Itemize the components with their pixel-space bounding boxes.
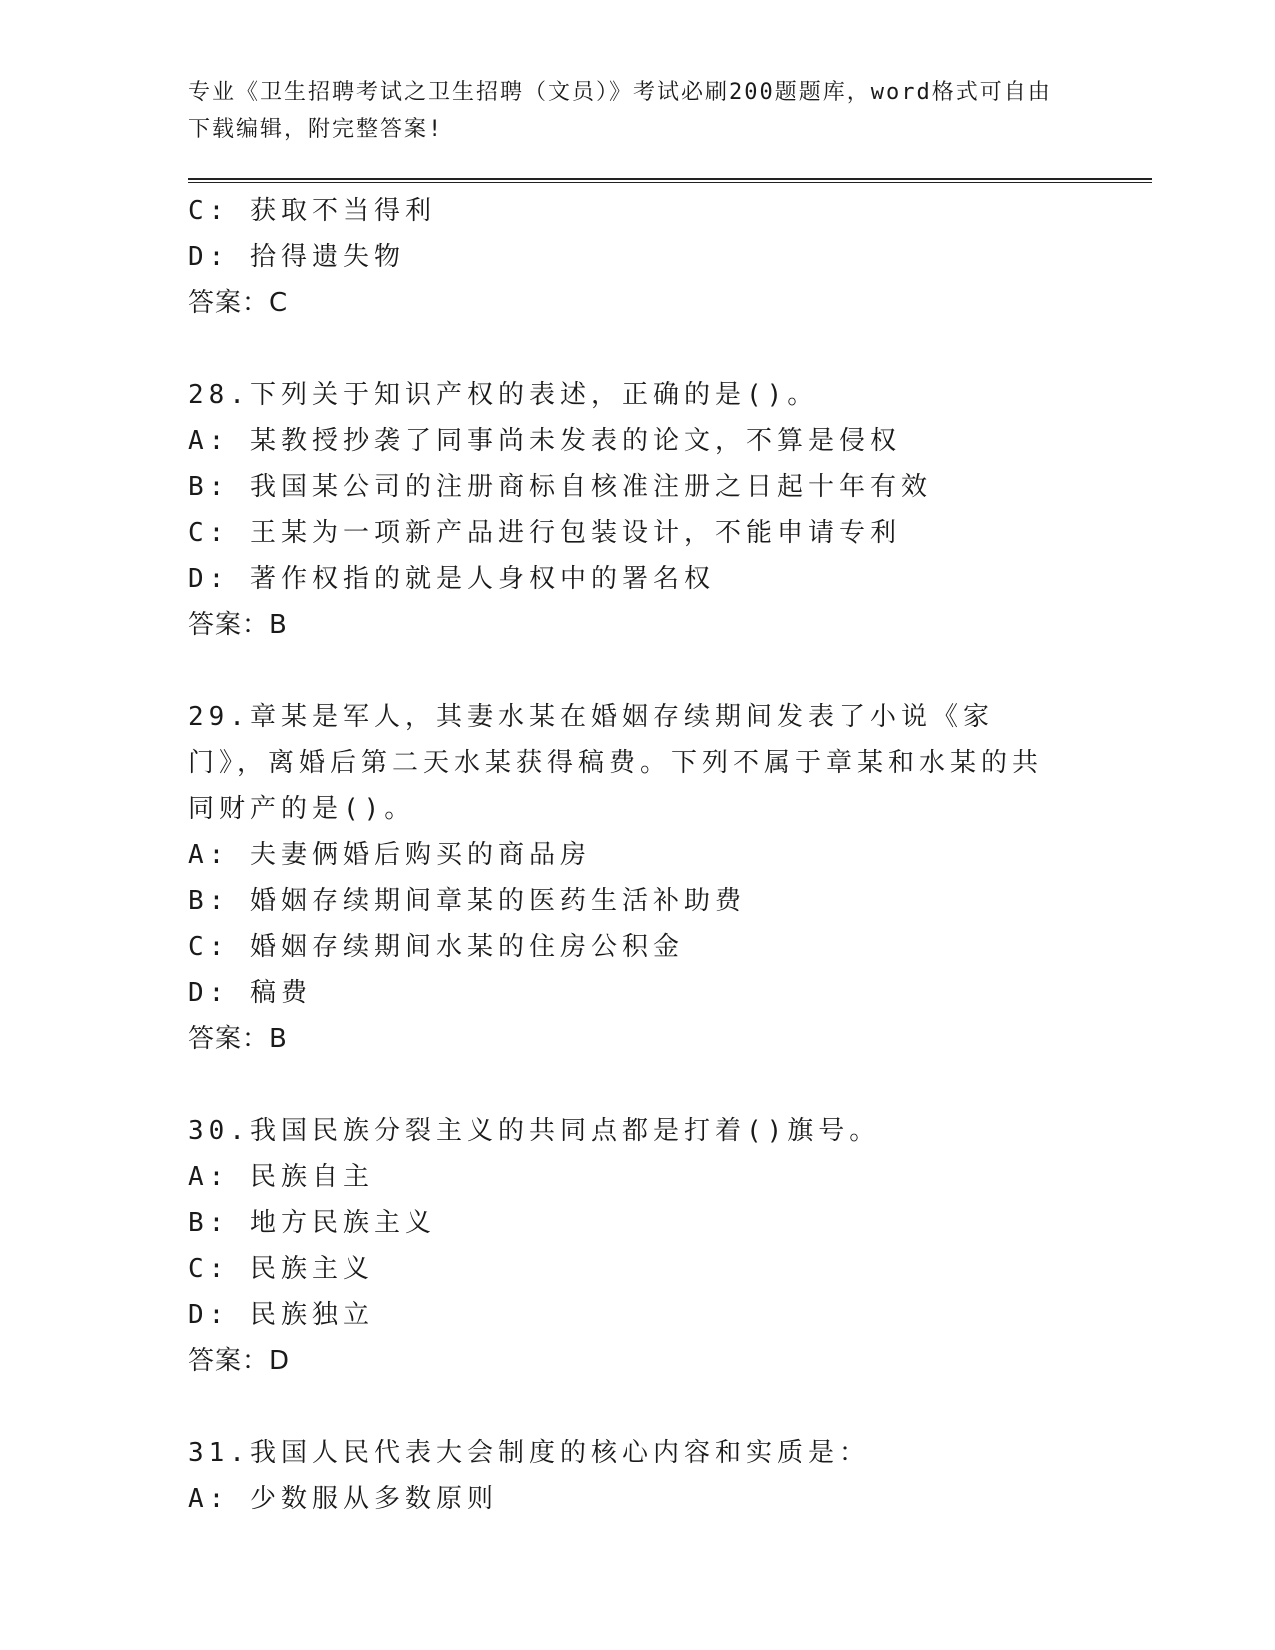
spacer — [188, 1062, 1108, 1108]
option-a — [188, 1476, 1108, 1522]
option-letter: B: — [188, 472, 230, 502]
spacer — [188, 648, 1108, 694]
option-text: 获取不当得利 — [249, 196, 436, 226]
question-title: 31.我国人民代表大会制度的核心内容和实质是： — [188, 1438, 870, 1468]
option-c — [188, 188, 1108, 234]
option-letter: D: — [188, 242, 230, 272]
option-c — [188, 510, 1108, 556]
question-30 — [188, 1108, 1108, 1384]
spacer — [188, 326, 1108, 372]
answer-line: 答案：B — [188, 610, 288, 640]
option-text: 少数服从多数原则 — [249, 1484, 498, 1514]
option-letter: D: — [188, 978, 230, 1008]
option-letter: C: — [188, 1254, 230, 1284]
question-29 — [188, 694, 1108, 1062]
option-letter: D: — [188, 564, 230, 594]
option-text: 王某为一项新产品进行包装设计，不能申请专利 — [249, 518, 901, 548]
answer-line: 答案：C — [188, 288, 289, 318]
option-text: 婚姻存续期间章某的医药生活补助费 — [249, 886, 746, 916]
question-title: 28.下列关于知识产权的表述，正确的是()。 — [188, 380, 819, 410]
document-header: 专业《卫生招聘考试之卫生招聘（文员）》考试必刷200题题库，word格式可自由下载编辑，附完整答案! — [188, 80, 1052, 142]
header-rule — [188, 178, 1152, 183]
option-letter: A: — [188, 840, 230, 870]
option-d — [188, 970, 1108, 1016]
question-title: 30.我国民族分裂主义的共同点都是打着()旗号。 — [188, 1116, 881, 1146]
question-28 — [188, 372, 1108, 648]
option-letter: A: — [188, 1484, 230, 1514]
option-letter: B: — [188, 886, 230, 916]
option-d — [188, 234, 1108, 280]
option-text: 我国某公司的注册商标自核准注册之日起十年有效 — [249, 472, 932, 502]
option-a — [188, 418, 1108, 464]
option-letter: C: — [188, 518, 230, 548]
option-text: 著作权指的就是人身权中的署名权 — [249, 564, 715, 594]
option-letter: B: — [188, 1208, 230, 1238]
question-title: 29.章某是军人，其妻水某在婚姻存续期间发表了小说《家门》，离婚后第二天水某获得稿费。下列不属于章某和水某的共同财产的是()。 — [188, 702, 1044, 824]
option-b — [188, 878, 1108, 924]
option-a — [188, 1154, 1108, 1200]
answer-line: 答案：B — [188, 1024, 288, 1054]
spacer — [188, 1384, 1108, 1430]
option-text: 夫妻俩婚后购买的商品房 — [249, 840, 591, 870]
option-text: 拾得遗失物 — [249, 242, 405, 272]
option-d — [188, 1292, 1108, 1338]
option-text: 民族自主 — [249, 1162, 374, 1192]
option-text: 地方民族主义 — [249, 1208, 436, 1238]
option-text: 婚姻存续期间水某的住房公积金 — [249, 932, 684, 962]
option-letter: C: — [188, 196, 230, 226]
option-d — [188, 556, 1108, 602]
option-b — [188, 464, 1108, 510]
answer-line: 答案：D — [188, 1346, 291, 1376]
question-31 — [188, 1430, 1108, 1522]
question-27-continued — [188, 188, 1108, 326]
question-list — [188, 188, 1108, 1522]
option-text: 民族主义 — [249, 1254, 374, 1284]
option-letter: D: — [188, 1300, 230, 1330]
option-c — [188, 924, 1108, 970]
option-text: 稿费 — [249, 978, 312, 1008]
option-letter: A: — [188, 426, 230, 456]
option-text: 民族独立 — [249, 1300, 374, 1330]
option-text: 某教授抄袭了同事尚未发表的论文，不算是侵权 — [249, 426, 901, 456]
option-b — [188, 1200, 1108, 1246]
option-letter: A: — [188, 1162, 230, 1192]
option-a — [188, 832, 1108, 878]
option-letter: C: — [188, 932, 230, 962]
option-c — [188, 1246, 1108, 1292]
